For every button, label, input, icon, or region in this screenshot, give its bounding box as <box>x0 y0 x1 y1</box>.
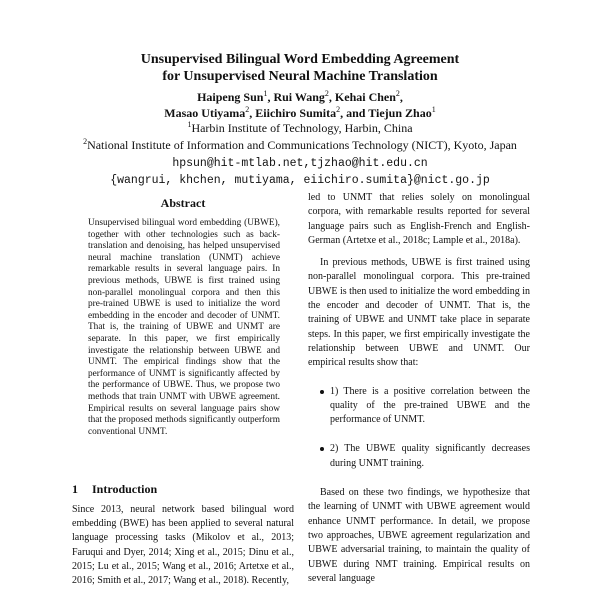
paper-title-line-1: Unsupervised Bilingual Word Embedding Agreement <box>140 52 460 67</box>
author-affil-mark: 1 <box>431 105 436 114</box>
author-name: Eiichiro Sumita <box>255 106 337 120</box>
author-separator: , <box>267 90 274 104</box>
affiliation-1 <box>20 120 580 137</box>
author-affil-mark: 2 <box>245 105 250 114</box>
author-separator: , <box>399 90 403 104</box>
paragraph: Based on these two findings, we hypothesize that the learning of UNMT with UBWE agreement would enhance UNMT performance. In detail, we propose two approaches, UBWE agreement regularization and UBWE adversarial training, to maintain the quality of UBWE during NMT training. Empirical results on several language <box>308 487 530 584</box>
list-item-text: 1) There is a positive correlation between the quality of the pre-trained UBWE and the performance of UNMT. <box>330 385 530 426</box>
bullet-icon <box>320 447 324 451</box>
author-separator: , <box>328 90 335 104</box>
affiliation-text: National Institute of Information and Communications Technology (NICT), Kyoto, Japan <box>87 138 517 152</box>
section-heading-introduction <box>72 482 292 497</box>
author-name: Haipeng Sun <box>197 90 264 104</box>
email-line-1: hpsun@hit-mtlab.net,tjzhao@hit.edu.cn <box>172 157 428 170</box>
author-affil-mark: 1 <box>263 89 268 98</box>
paragraph: In previous methods, UBWE is first trained using non-parallel monolingual corpora. This pre-trained UBWE is then used to initialize the word embedding in the encoder and decoder of UNMT. That is, the training of UBWE and UNMT take place in separate steps. In this paper, we first empirically investigate the relationship between UBWE and UNMT. Our empirical results show that: <box>308 257 530 369</box>
author-affil-mark: 2 <box>395 89 400 98</box>
author-name: Kehai Chen <box>334 90 396 104</box>
author-separator: , <box>249 106 256 120</box>
author-separator: , and <box>340 106 369 120</box>
author-name: Rui Wang <box>273 90 325 104</box>
abstract-heading: Abstract <box>160 196 206 210</box>
introduction-text: Since 2013, neural network based bilingual word embedding (BWE) has been applied to several natural language processing tasks (Mikolov et al., 2013; Faruqui and Dyer, 2014; Xing et al., 2015; Dinu et al., 2015; Lu et al., 2015; Wang et al., 2016; Artetxe et al., 2016; Smith et al., 2017; Wang et al., 2018). Recently, <box>72 504 294 587</box>
abstract-text: Unsupervised bilingual word embedding (UBWE), together with other technologies such as back-translation and denoising, has helped unsupervised neural machine translation (UNMT) achieve remarkable results in several language pairs. In previous methods, UBWE is first trained using non-parallel monolingual corpora and then this pre-trained UBWE is used to initialize the word embedding in the encoder and decoder of UNMT. That is, the training of UBWE and UNMT are separate. In this paper, we first empirically investigate the relationship between UBWE and UNMT. The empirical findings show that the performance of UNMT is significantly affected by the performance of UBWE. Thus, we propose two methods that train UNMT with UBWE agreement. Empirical results on several language pairs show that the proposed methods significantly outperform conventional UNMT. <box>88 218 280 437</box>
author-name: Tiejun Zhao <box>368 106 432 120</box>
paper-title-line-2: for Unsupervised Neural Machine Translation <box>162 69 438 84</box>
affiliation-text: Harbin Institute of Technology, Harbin, China <box>191 121 413 135</box>
affiliation-mark: 1 <box>187 120 192 129</box>
paragraph: led to UNMT that relies solely on monolingual corpora, with remarkable results reported for several language pairs such as English-French and English-German (Artetxe et al., 2018c; Lample et al., 2018a). <box>308 192 530 246</box>
list-item-text: 2) The UBWE quality significantly decreases during UNMT training. <box>330 443 530 469</box>
author-name: Masao Utiyama <box>164 106 246 120</box>
author-affil-mark: 2 <box>324 89 329 98</box>
list-item <box>308 385 530 428</box>
author-affil-mark: 2 <box>336 105 341 114</box>
bullet-icon <box>320 390 324 394</box>
findings-list <box>308 385 530 471</box>
list-item <box>308 442 530 471</box>
affiliation-2 <box>20 137 580 154</box>
affiliation-mark: 2 <box>83 137 88 146</box>
right-column <box>308 191 530 586</box>
section-number: 1 <box>72 482 78 496</box>
section-title: Introduction <box>92 482 158 496</box>
email-line-2: {wangrui, khchen, mutiyama, eiichiro.sumita}@nict.go.jp <box>110 174 490 187</box>
